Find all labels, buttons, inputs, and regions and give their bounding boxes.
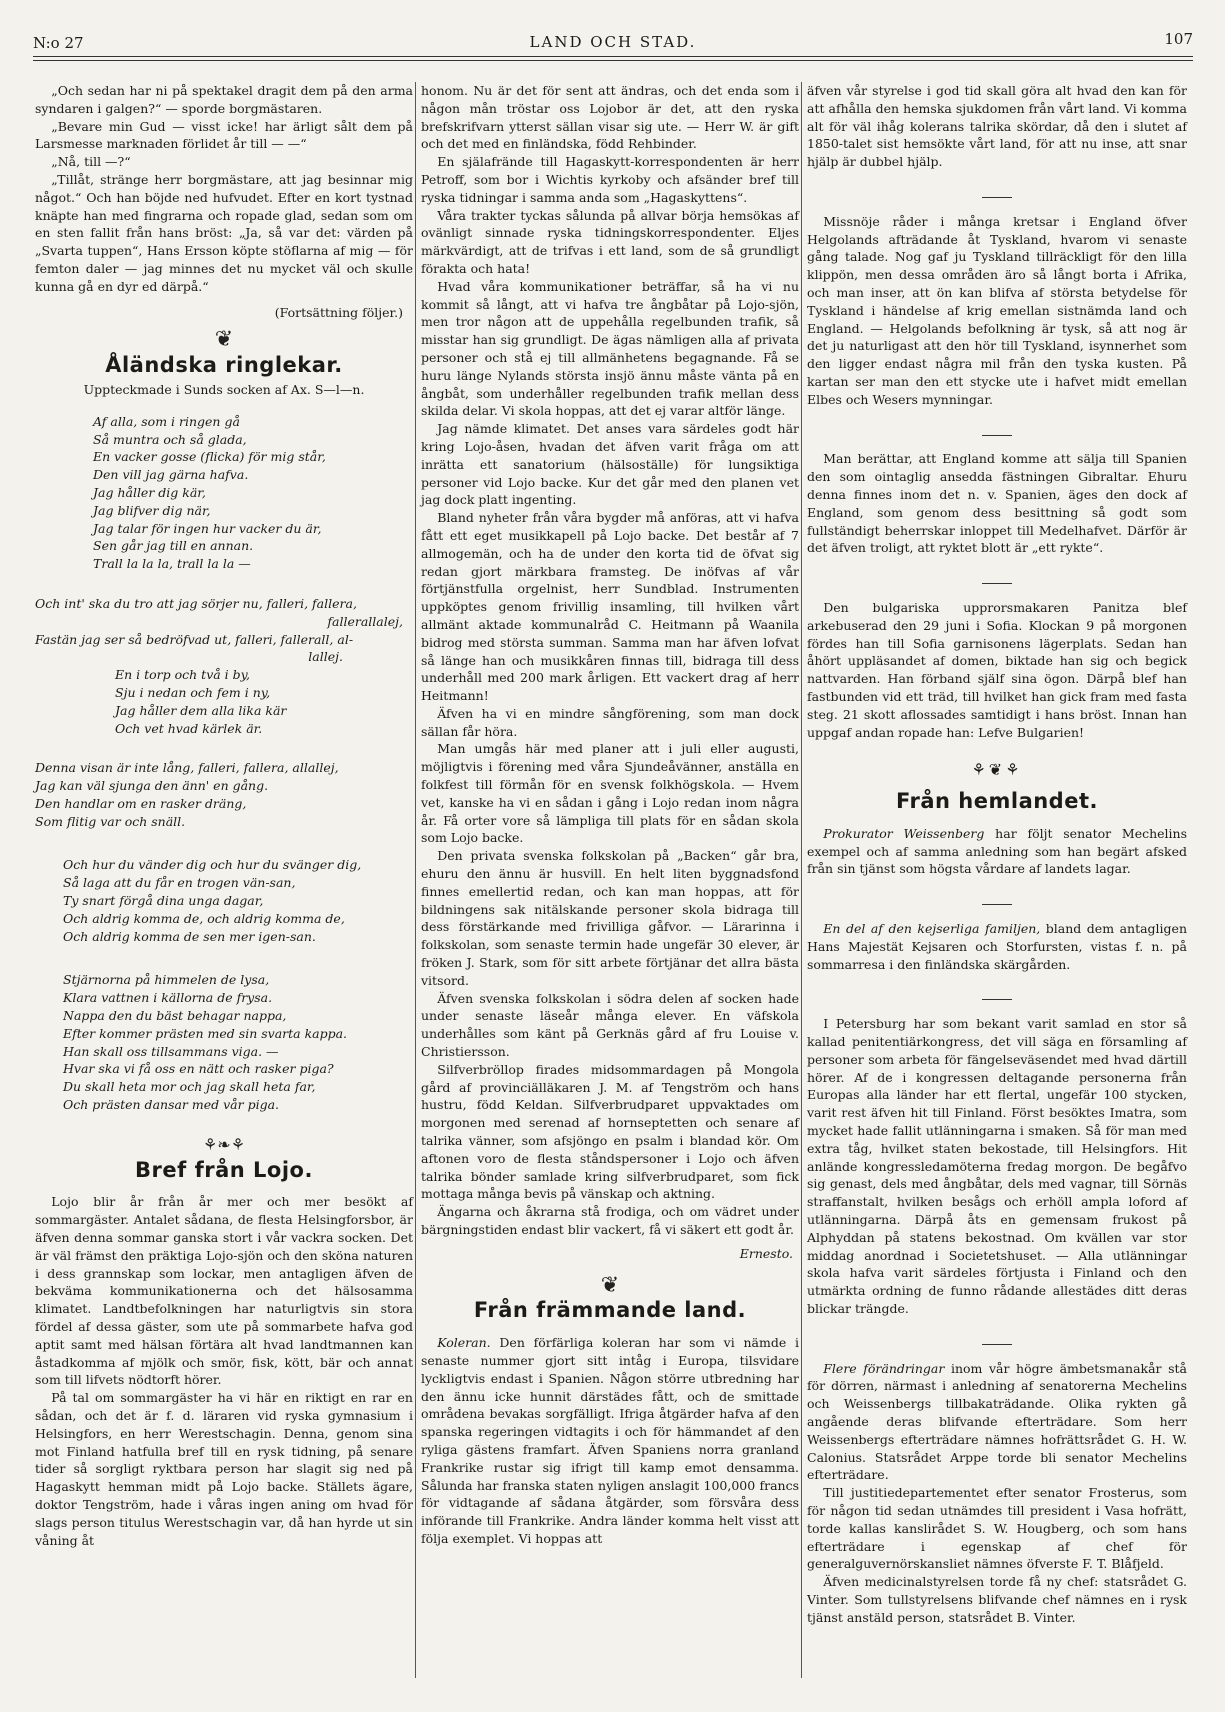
lojo-paragraph: Silfverbröllop firades midsommardagen på Mongola gård af provinciälläkaren J. M. af Tengström och hans hustru, född Keldan. Silfverbrudparet uppvaktades om morgonen med serenad af hornseptetten och senare af talrika vänner, som afsjöngo en psalm i blandad kör. Om aftonen voro de flesta ståndspersoner i Lojo och äfven talrika bönder samlade kring silfverbrudparet, som fick mottaga många bevis på vänskap och aktning. bbox=[421, 1061, 799, 1202]
verse-line: Trall la la la, trall la la — bbox=[93, 556, 251, 572]
foreign-paragraph bbox=[421, 1334, 799, 1548]
column-2 bbox=[421, 82, 799, 1548]
home-heading: Från hemlandet. bbox=[896, 789, 1098, 814]
verse-line: Stjärnorna på himmelen de lysa, bbox=[63, 972, 270, 988]
verse-line: Så laga att du får en trogen vän-san, bbox=[63, 875, 296, 891]
home-text: har följt senator Mechelins exempel och af samma anledning som han begärt afsked från sin tjänst som högsta vårdare af landets lagar. bbox=[807, 825, 1187, 877]
foreign-text: Den förfärliga koleran har som vi nämde i senaste nummer gjort sitt intåg i Europa, tilsvidare lyckligtvis endast i Spanien. Någon större utbredning har den ännu icke hunnit därstädes fått, och de smittade områdena bevakas sorgfälligt. Ifriga åtgärder hafva af den spanska regeringen vidtagits i och för hämmandet af den ryliga gästens framfart. Äfven Spaniens norra granland Frankrike rustar sig ifrigt till kamp emot densamma. Sålunda har franska staten nyligen anslagit 100,000 francs för vidtagande af sådana åtgärder, som försvåra dess införande till Frankrike. Andra länder komma helt visst att följa exemplet. Vi hoppas att bbox=[421, 1335, 799, 1546]
song-stanza-3 bbox=[35, 759, 413, 830]
story-continuation bbox=[35, 82, 413, 321]
lojo-heading: Bref från Lojo. bbox=[135, 1157, 313, 1182]
verse-line: Efter kommer prästen med sin svarta kappa. bbox=[63, 1025, 348, 1041]
topic-lead: En del af den kejserliga familjen, bbox=[823, 921, 1041, 937]
flower-ornament-icon: ❦ bbox=[214, 327, 234, 353]
floral-ornament-icon: ⚘❧⚘ bbox=[202, 1134, 246, 1154]
separator-dash bbox=[807, 892, 1187, 910]
verse-line: lallej. bbox=[308, 649, 343, 665]
home-text: Till justitiedepartementet efter senator Frosterus, som för någon tid sedan utnämdes till president i Vasa hofrätt, torde kallas kanslirådet S. W. Hougberg, och som hans efterträdare i egenskap af chef för generalguvernörskansliet nämnes öfverste F. T. Blåfjeld. bbox=[807, 1485, 1187, 1572]
story-paragraph: „Bevare min Gud — visst icke! har ärligt sålt dem på Larsmesse marknaden förlidet år till — —“ bbox=[35, 118, 413, 152]
verse-line: Hvar ska vi få oss en nätt och rasker piga? bbox=[63, 1061, 334, 1077]
verse-line: Och int' ska du tro att jag sörjer nu, falleri, fallera, bbox=[35, 595, 357, 611]
verse-line: Nappa den du bäst behagar nappa, bbox=[63, 1008, 287, 1024]
home-item bbox=[807, 920, 1187, 973]
topic-lead: Flere förändringar bbox=[823, 1360, 945, 1376]
story-paragraph: „Nå, till —?“ bbox=[51, 154, 131, 170]
home-item bbox=[807, 1484, 1187, 1573]
verse-line: Jag kan väl sjunga den änn' en gång. bbox=[35, 778, 269, 794]
home-item bbox=[807, 1015, 1187, 1318]
aland-heading: Åländska ringlekar. bbox=[105, 353, 343, 378]
news-paragraph: äfven vår styrelse i god tid skall göra alt hvad den kan för att afhålla den hemska sjukdomen från vårt land. Vi komma alt för väl ihåg kolerans talrika skördar, då den i slutet af 1850-talet sist hemsökte vårt land, för att nu inse, att snar hjälp är dubbel hjälp. bbox=[807, 83, 1187, 170]
floral-ornament-icon: ⚘❦⚘ bbox=[971, 760, 1023, 780]
lojo-paragraph: En själafrände till Hagaskytt-korrespondenten är herr Petroff, som bor i Wichtis kyrkoby och afsänder bref till ryska tidningar i samma anda som „Hagaskyttens“. bbox=[421, 154, 799, 205]
verse-line: Jag talar för ingen hur vacker du är, bbox=[93, 520, 322, 536]
lojo-paragraph: Man umgås här med planer att i juli eller augusti, möjligtvis i förening med våra Sjundeåvänner, anställa en folkfest till förmån för en svensk folkhögskola. — Hvem vet, kanske ha vi en sådan i gång i Lojo redan inom några år. Få orter vore så lämpliga till plats för en sådan skola som Lojo backe. bbox=[421, 741, 799, 846]
verse-line: Han skall oss tillsammans viga. — bbox=[63, 1043, 279, 1059]
lojo-paragraph: Lojo blir år från år mer och mer besökt af sommargäster. Antalet sådana, de flesta Helsingforsbor, är äfven denna sommar ganska stort i vår vackra socken. Det är väl främst den präktiga Lojo-sjön och den sköna naturen i dess grannskap som lockar, men antagligen äfven de bekväma kommunikationerna och det hälsosamma klimatet. Landtbefolkningen har naturligtvis sin stora fördel af dessa gäster, som ute på sommarbete hafva god aptit samt med hälsan förtära alt hvad landtmannen kan åstadkomma af mjölk och smör, fisk, kött, bär och annat som till lifvets nödtorft hörer. bbox=[35, 1194, 413, 1388]
verse-line: Som flitig var och snäll. bbox=[35, 813, 186, 829]
lojo-paragraph: Ängarna och åkrarna stå frodiga, och om vädret under bärgningstiden endast blir vackert, få vi säkert ett godt år. bbox=[421, 1204, 799, 1237]
home-text: inom vår högre ämbetsmanakår stå för dörren, närmast i anledning af senatorerna Mechelins och Weissenbergs tillbakaträdande. Olika rykten gå angående deras blifvande efterträdare. Som herr Weissenbergs efterträdare nämnes hofrättsrådet G. H. W. Calonius. Statsrådet Arppe torde bli senator Mechelins efterträdare. bbox=[807, 1360, 1188, 1483]
verse-line: Ty snart förgå dina unga dagar, bbox=[63, 893, 264, 909]
verse-line: Fastän jag ser så bedröfvad ut, falleri, fallerall, al- bbox=[35, 631, 354, 647]
news-paragraph: Den bulgariska upprorsmakaren Panitza blef arkebuserad den 29 juni i Sofia. Klockan 9 på morgonen fördes han till Sofia garnisonens lägerplats. Sedan han åhört uppläsandet af domen, biktade han sig och begick nattvarden. Han förband själf sina ögon. Därpå blef han fastbunden vid ett träd, till hvilket han gick fram med fasta steg. 21 skott aflossades samtidigt i hans bröst. Innan han uppgaf andan ropade han: Lefve Bulgarien! bbox=[807, 599, 1187, 740]
verse-line: En i torp och två i by, bbox=[115, 667, 251, 683]
song-stanza-4 bbox=[35, 856, 413, 945]
header-rule-bottom bbox=[33, 60, 1193, 61]
story-paragraph: „Tillåt, stränge herr borgmästare, att jag besinnar mig något.“ Och han böjde ned hufvudet. Efter en kort tystnad knäpte han med fingrarna och ropade glad, sedan som om en sten fallit från hans bröst: „Ja, så var det: värden på „Svarta tuppen“, Hans Ersson köpte stöflarna af mig — för femton daler — jag minnes det nu mycket väl och skulle kunna gå en dyr ed därpå.“ bbox=[35, 171, 413, 294]
lojo-paragraph: Äfven ha vi en mindre sångförening, som man dock sällan får höra. bbox=[421, 705, 799, 739]
column-divider-1 bbox=[415, 82, 416, 1678]
foreign-heading: Från främmande land. bbox=[473, 1298, 747, 1323]
separator-dash bbox=[807, 423, 1187, 441]
continued-note: (Fortsättning följer.) bbox=[274, 304, 403, 320]
verse-line: Jag blifver dig när, bbox=[93, 502, 211, 518]
verse-line: Jag håller dig kär, bbox=[93, 484, 206, 500]
verse-line: Och aldrig komma de sen mer igen-san. bbox=[63, 928, 316, 944]
verse-line: Och aldrig komma de, och aldrig komma de, bbox=[63, 910, 345, 926]
lojo-paragraph: Hvad våra kommunikationer beträffar, så ha vi nu kommit så långt, att vi hafva tre ångbåtar på Lojo-sjön, men tror någon att de uppehålla regelbunden trafik, så misstar han sig grundligt. De ägas nämligen alla af privata personer och stå ej till allmänhetens begagnande. Få se huru länge Nylands största insjö ännu måste vänta på en ångbåt, som underhåller regelbunden trafik mellan dess skilda delar. Vi skola hoppas, att det ej varar altför länge. bbox=[421, 278, 799, 419]
verse-line: Sju i nedan och fem i ny, bbox=[115, 684, 271, 700]
topic-lead: Koleran. bbox=[437, 1335, 491, 1351]
verse-line: Och prästen dansar med vår piga. bbox=[63, 1097, 279, 1113]
column-3 bbox=[807, 82, 1187, 1627]
news-paragraph: Man berättar, att England komme att sälja till Spanien den som ointaglig ansedda fästningen Gibraltar. Ehuru denna finnes inom det n. v. Spanien, äges den dock af England, som genom dess besittning så godt som fullständigt beherrskar inloppet till Medelhafvet. Därför är det äfven troligt, att ryktet blott är „ett rykte“. bbox=[807, 451, 1187, 556]
lojo-paragraph: honom. Nu är det för sent att ändras, och det enda som i någon mån tröstar oss Lojobor är det, att den ryska brefskrifvarn ytterst sällan visar sig ute. — Herr W. är gift och det med en finländska, född Rehbinder. bbox=[421, 83, 799, 152]
header-rule-top bbox=[33, 56, 1193, 57]
lojo-paragraph: Jag nämde klimatet. Det anses vara särdeles godt här kring Lojo-åsen, hvadan det äfven varit fråga om att inrätta ett sanatorium (hälsoställe) för lungsiktiga personer vid Lojo backe. Kur det går med den planen vet jag dock platt ingenting. bbox=[421, 421, 799, 508]
author-signature: Ernesto. bbox=[739, 1245, 793, 1261]
song-stanza-1 bbox=[35, 413, 413, 573]
newspaper-title: LAND OCH STAD. bbox=[529, 33, 697, 51]
verse-line: Du skall heta mor och jag skall heta far, bbox=[63, 1079, 316, 1095]
news-paragraph: Missnöje råder i många kretsar i England öfver Helgolands afträdande åt Tyskland, hvarom vi senaste gång talade. Nog gaf ju Tyskland tillräckligt för den lilla klippön, men dessa områden äro så långt borta i Afrika, och man inser, att ön kan blifva af största betydelse för Tyskland i händelse af krig emellan sistnämda land och England. — Helgolands befolkning är tysk, så att nog är det ju naturligast att den hör till Tyskland, isynnerhet som den ligger endast några mil från den tyska kusten. På kartan ser man den ett stycke ute i hafvet midt emellan Elbes och Wesers mynningar. bbox=[807, 213, 1187, 407]
verse-line: Så muntra och så glada, bbox=[93, 431, 247, 447]
lojo-paragraph: Våra trakter tyckas sålunda på allvar börja hemsökas af ovänligt sinnade ryska tidningskorrespondenter. Eljes märkvärdigt, att de trifvas i ett land, som de så grundligt förakta och hata! bbox=[421, 207, 799, 276]
separator-dash bbox=[807, 987, 1187, 1005]
separator-dash bbox=[807, 1332, 1187, 1350]
verse-line: Denna visan är inte lång, falleri, fallera, allallej, bbox=[35, 760, 339, 776]
separator-dash bbox=[807, 185, 1187, 203]
home-item bbox=[807, 825, 1187, 878]
page-number: 107 bbox=[1164, 30, 1193, 48]
aland-byline: Uppteckmade i Sunds socken af Ax. S—l—n. bbox=[83, 381, 365, 397]
column-divider-2 bbox=[801, 82, 802, 1678]
flower-ornament-icon: ❦ bbox=[600, 1272, 620, 1298]
page-header bbox=[33, 30, 1193, 54]
verse-line: Af alla, som i ringen gå bbox=[93, 413, 240, 429]
verse-line: fallerallalej, bbox=[327, 613, 403, 629]
lojo-paragraph: På tal om sommargäster ha vi här en riktigt en rar en sådan, och det är f. d. läraren vid ryska gymnasium i Helsingfors, en herr Werestschagin. Denna, genom sina mot Finland hatfulla bref till en rysk tidning, på senare tider så sorgligt ryktbara person har slagit sig ned på Hagaskytt hemman midt på Lojo backe. Ställets ägare, doktor Tengström, hade i våras ingen aning om hvad för slags person titulus Werestschagin var, då han hyrde ut sin våning åt bbox=[35, 1390, 413, 1548]
song-stanza-2 bbox=[35, 595, 413, 737]
issue-number: N:o 27 bbox=[33, 34, 84, 52]
verse-line: Klara vattnen i källorna de frysa. bbox=[63, 990, 273, 1006]
verse-line: En vacker gosse (flicka) för mig står, bbox=[93, 449, 326, 465]
verse-line: Och hur du vänder dig och hur du svänger dig, bbox=[63, 857, 362, 873]
verse-line: Den vill jag gärna hafva. bbox=[93, 467, 249, 483]
column-1 bbox=[35, 82, 413, 1549]
story-paragraph: „Och sedan har ni på spektakel dragit dem på den arma syndaren i galgen?“ — sporde borgmästaren. bbox=[35, 83, 413, 116]
home-item bbox=[807, 1360, 1187, 1485]
home-item bbox=[807, 1573, 1187, 1626]
separator-dash bbox=[807, 571, 1187, 589]
lojo-paragraph: Den privata svenska folkskolan på „Backen“ går bra, ehuru den ännu är husvill. En helt liten byggnadsfond finnes emellertid redan, och kan man hoppas, att för bildningens sak nitälskande personer skola bidraga till dess förstärkande med frivilliga gåfvor. — Lärarinna i folkskolan, som senaste termin hade ungefär 30 elever, är fröken J. Stark, som för sitt arbete förtjänar det allra bästa vitsord. bbox=[421, 848, 799, 988]
verse-line: Jag håller dem alla lika kär bbox=[115, 702, 287, 718]
verse-line: Och vet hvad kärlek är. bbox=[115, 720, 263, 736]
topic-lead: Prokurator Weissenberg bbox=[823, 825, 985, 841]
song-stanza-5 bbox=[35, 971, 413, 1113]
home-text: I Petersburg har som bekant varit samlad en stor så kallad penitentiärkongress, det vill säga en församling af personer som arbeta för fängelseväsendet med hvad därtill hörer. Af de i kongressen deltagande personerna från Europas alla länder har ett flertal, ungefär 100 stycken, varit rest äfven hit till Finland. Först besöktes Imatra, som mycket hade fallit utlänningarna i smaken. Så för man med extra tåg, hvilket staten bekostade, till Helsingfors. Hit anlände kongressledamöterna fredag morgon. De begåfvo sig genast, dels med ångbåtar, dels med vagnar, till Sörnäs straffanstalt, hvilken besågs och erhöll ampla loford af utlänningarna. Därpå åts en gemensam frukost på Alphyddan på statens bekostnad. Om kvällen var stor middag anordnad i Societetshuset. — Alla utlänningar skola hafva varit särdeles förtjusta i Finland och den utmärkta ordning de funno rådande allestädes ditt deras blickar trängde. bbox=[807, 1016, 1187, 1317]
lojo-paragraph: Äfven svenska folkskolan i södra delen af socken hade under senaste läseår många elever. En väfskola underhålles som känt på Gerknäs gård af fru Louise v. Christiersson. bbox=[421, 990, 799, 1060]
lojo-paragraph: Bland nyheter från våra bygder må anföras, att vi hafva fått ett eget musikkapell på Lojo backe. Det består af 7 allmogemän, och ha de under den korta tid de öfvat sig redan gjort märkbara framsteg. De inöfvas af vår förtjänstfulla orgelnist, herr Sundblad. Instrumenten uppköptes genom frivillig insamling, till hvilken vårt allmänt aktade kommunalråd C. Heitmann på Waanila bidrog med största summan. Samma man har äfven lofvat så länge han och musikkåren finnas till, bidraga till dess underhåll med 200 mark årligen. Ett vackert drag af herr Heitmann! bbox=[421, 510, 799, 704]
verse-line: Sen går jag till en annan. bbox=[93, 538, 254, 554]
home-text: bland dem antagligen Hans Majestät Kejsaren och Storfursten, vistas f. n. på sommarresa i den finländska skärgården. bbox=[807, 921, 1188, 972]
home-text: Äfven medicinalstyrelsen torde få ny chef: statsrådet G. Vinter. Som tullstyrelsens blifvande chef nämnes en i rysk tjänst anstäld person, statsrådet B. Vinter. bbox=[807, 1574, 1187, 1625]
verse-line: Den handlar om en rasker dräng, bbox=[35, 795, 247, 811]
